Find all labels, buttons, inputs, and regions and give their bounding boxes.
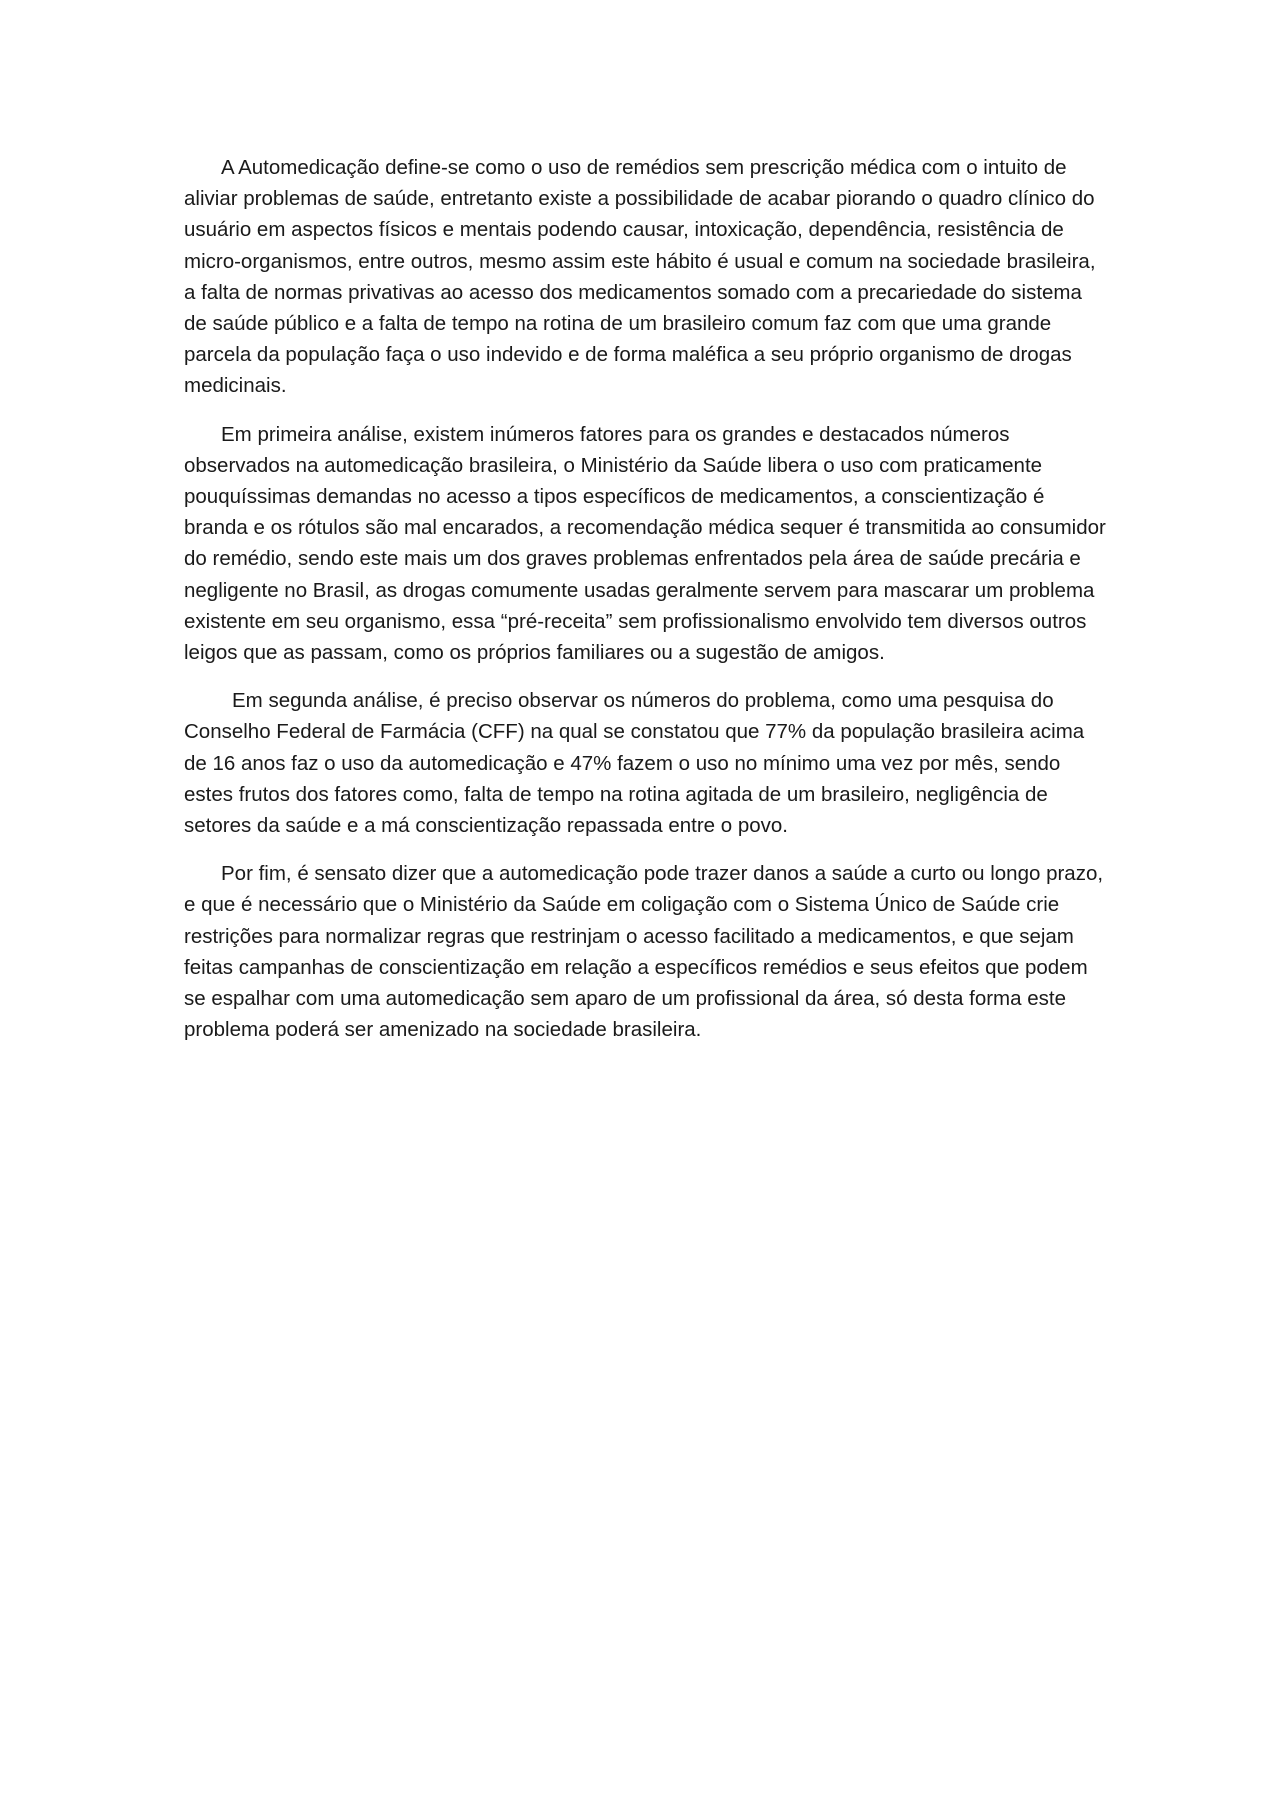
document-body <box>184 152 1108 1062</box>
paragraph-conclusion: Por fim, é sensato dizer que a automedicação pode trazer danos a saúde a curto ou longo prazo, e que é necessário que o Ministério da Saúde em coligação com o Sistema Único de Saúde crie restrições para normalizar regras que restrinjam o acesso facilitado a medicamentos, e que sejam feitas campanhas de conscientização em relação a específicos remédios e seus efeitos que podem se espalhar com uma automedicação sem aparo de um profissional da área, só desta forma este problema poderá ser amenizado na sociedade brasileira. <box>184 862 1104 1042</box>
paragraph-introduction: A Automedicação define-se como o uso de remédios sem prescrição médica com o intuito de aliviar problemas de saúde, entretanto existe a possibilidade de acabar piorando o quadro clínico do usuário em aspectos físicos e mentais podendo causar, intoxicação, dependência, resistência de micro-organismos, entre outros, mesmo assim este hábito é usual e comum na sociedade brasileira, a falta de normas privativas ao acesso dos medicamentos somado com a precariedade do sistema de saúde público e a falta de tempo na rotina de um brasileiro comum faz com que uma grande parcela da população faça o uso indevido e de forma maléfica a seu próprio organismo de drogas medicinais. <box>184 156 1096 398</box>
paragraph-second-analysis: Em segunda análise, é preciso observar os números do problema, como uma pesquisa do Conselho Federal de Farmácia (CFF) na qual se constatou que 77% da população brasileira acima de 16 anos faz o uso da automedicação e 47% fazem o uso no mínimo uma vez por mês, sendo estes frutos dos fatores como, falta de tempo na rotina agitada de um brasileiro, negligência de setores da saúde e a má conscientização repassada entre o povo. <box>184 689 1085 838</box>
paragraph-first-analysis: Em primeira análise, existem inúmeros fatores para os grandes e destacados números observados na automedicação brasileira, o Ministério da Saúde libera o uso com praticamente pouquíssimas demandas no acesso a tipos específicos de medicamentos, a conscientização é branda e os rótulos são mal encarados, a recomendação médica sequer é transmitida ao consumidor do remédio, sendo este mais um dos graves problemas enfrentados pela área de saúde precária e negligente no Brasil, as drogas comumente usadas geralmente servem para mascarar um problema existente em seu organismo, essa “pré-receita” sem profissionalismo envolvido tem diversos outros leigos que as passam, como os próprios familiares ou a sugestão de amigos. <box>184 422 1106 665</box>
